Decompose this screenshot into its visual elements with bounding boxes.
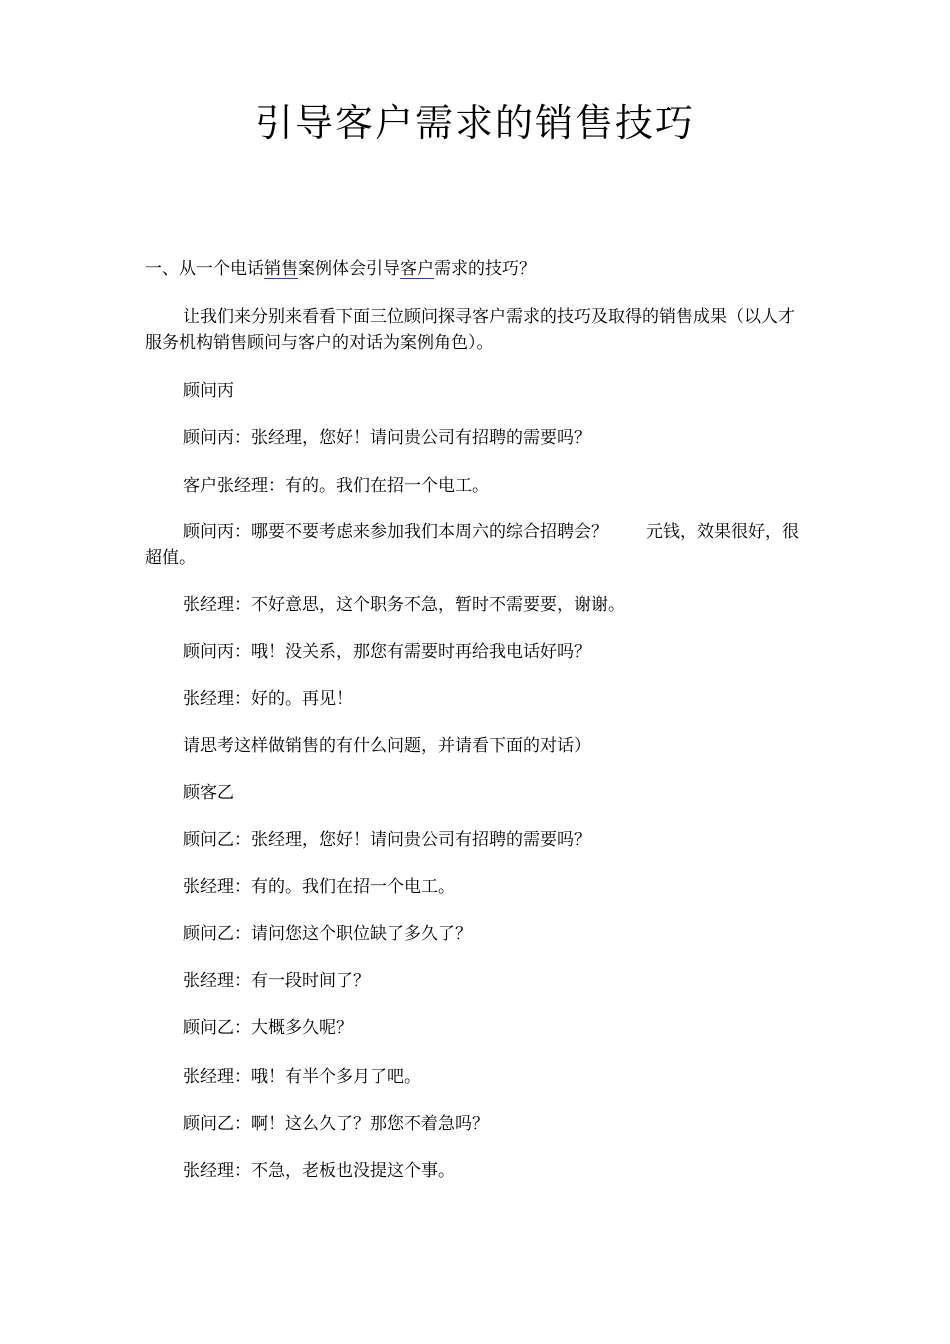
- dialogue-1-line-1: 顾问丙：张经理，您好！请问贵公司有招聘的需要吗？: [183, 428, 591, 448]
- dialogue-2-line-5: 顾问乙：大概多久呢？: [183, 1018, 353, 1038]
- dialogue-1-line-5: 顾问丙：哦！没关系，那您有需要时再给我电话好吗？: [183, 642, 591, 662]
- dialogue-1-line-2: 客户张经理：有的。我们在招一个电工。: [183, 476, 489, 496]
- dialogue-2-line-3: 顾问乙：请问您这个职位缺了多久了？: [183, 924, 472, 944]
- sales-link[interactable]: 销售: [264, 259, 298, 279]
- dialogue-2-line-4: 张经理：有一段时间了？: [183, 971, 370, 991]
- dialogue-2-label: 顾客乙: [183, 783, 234, 803]
- dialogue-2-line-7: 顾问乙：啊！这么久了？那您不着急吗？: [183, 1114, 489, 1134]
- dialogue-2-line-2: 张经理：有的。我们在招一个电工。: [183, 877, 455, 897]
- intro-paragraph: 让我们来分别来看看下面三位顾问探寻客户需求的技巧及取得的销售成果（以人才服务机构销售顾问与客户的对话为案例角色）。: [145, 307, 795, 353]
- document-title: 引导客户需求的销售技巧: [254, 101, 695, 145]
- reflection-paragraph: 请思考这样做销售的有什么问题，并请看下面的对话）: [183, 736, 591, 756]
- section-heading-suffix: 需求的技巧？: [434, 259, 536, 279]
- dialogue-1-line-3-part-2: 元钱，效果很好，很超值。: [145, 522, 799, 568]
- dialogue-1-label: 顾问丙: [183, 381, 234, 401]
- dialogue-1-line-6: 张经理：好的。再见！: [183, 689, 353, 709]
- dialogue-1-line-4: 张经理：不好意思，这个职务不急，暂时不需要要，谢谢。: [183, 595, 625, 615]
- dialogue-2-line-8: 张经理：不急，老板也没提这个事。: [183, 1161, 455, 1181]
- dialogue-1-line-3-part-1: 顾问丙：哪要不要考虑来参加我们本周六的综合招聘会？: [183, 522, 608, 542]
- customer-link[interactable]: 客户: [400, 259, 434, 279]
- section-heading-prefix: 一、从一个电话: [145, 259, 264, 279]
- dialogue-2-line-6: 张经理：哦！有半个多月了吧。: [183, 1067, 421, 1087]
- dialogue-2-line-1: 顾问乙：张经理，您好！请问贵公司有招聘的需要吗？: [183, 830, 591, 850]
- section-heading: [145, 256, 825, 282]
- section-heading-middle: 案例体会引导: [298, 259, 400, 279]
- dialogue-1-line-3: [145, 519, 810, 571]
